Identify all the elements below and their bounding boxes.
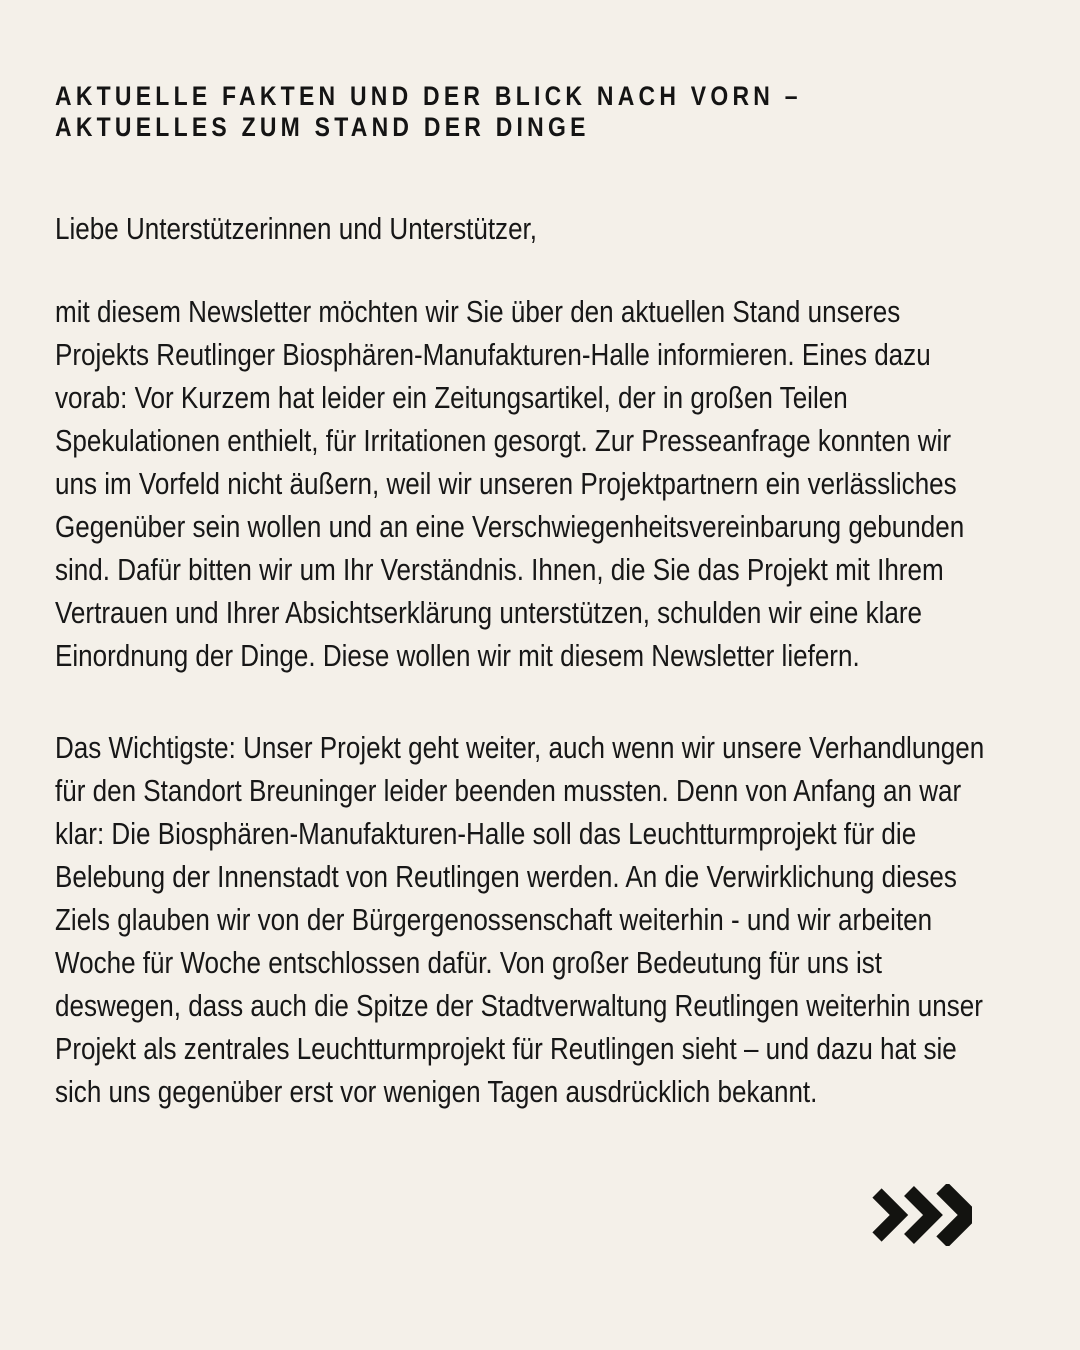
text-line: Projekt als zentrales Leuchtturmprojekt für Reutlingen sieht – und dazu hat sie: [55, 1031, 957, 1066]
body-paragraph: [55, 290, 1080, 677]
text-line: klar: Die Biosphären-Manufakturen-Halle soll das Leuchtturmprojekt für die: [55, 816, 917, 851]
text-line: mit diesem Newsletter möchten wir Sie über den aktuellen Stand unseres: [55, 294, 901, 329]
text-line: deswegen, dass auch die Spitze der Stadtverwaltung Reutlingen weiterhin unser: [55, 988, 983, 1023]
text-line: Ziels glauben wir von der Bürgergenossenschaft weiterhin - und wir arbeiten: [55, 902, 933, 937]
body-paragraph: [55, 726, 1080, 1113]
text-line: AKTUELLES ZUM STAND DER DINGE: [55, 112, 590, 142]
triple-chevron-right-glyph: [870, 1184, 972, 1246]
text-line: Das Wichtigste: Unser Projekt geht weiter, auch wenn wir unsere Verhandlungen: [55, 730, 985, 765]
text-line: Woche für Woche entschlossen dafür. Von großer Bedeutung für uns ist: [55, 945, 883, 980]
text-line: Vertrauen und Ihrer Absichtserklärung unterstützen, schulden wir eine klare: [55, 595, 923, 630]
text-line: sich uns gegenüber erst vor wenigen Tagen ausdrücklich bekannt.: [55, 1074, 818, 1109]
text-line: sind. Dafür bitten wir um Ihr Verständnis. Ihnen, die Sie das Projekt mit Ihrem: [55, 552, 944, 587]
text-line: für den Standort Breuninger leider beenden mussten. Denn von Anfang an war: [55, 773, 962, 808]
text-line: vorab: Vor Kurzem hat leider ein Zeitungsartikel, der in großen Teilen: [55, 380, 848, 415]
next-arrows-icon[interactable]: [870, 1184, 972, 1246]
text-line: Einordnung der Dinge. Diese wollen wir mit diesem Newsletter liefern.: [55, 638, 860, 673]
text-line: Projekts Reutlinger Biosphären-Manufakturen-Halle informieren. Eines dazu: [55, 337, 931, 372]
text-line: Belebung der Innenstadt von Reutlingen werden. An die Verwirklichung dieses: [55, 859, 957, 894]
salutation-text: Liebe Unterstützerinnen und Unterstützer,: [55, 211, 538, 246]
text-line: uns im Vorfeld nicht äußern, weil wir unseren Projektpartnern ein verlässliches: [55, 466, 957, 501]
text-line: Gegenüber sein wollen und an eine Verschwiegenheitsvereinbarung gebunden: [55, 509, 965, 544]
page-title: [55, 81, 1075, 143]
text-line: Spekulationen enthielt, für Irritationen gesorgt. Zur Presseanfrage konnten wir: [55, 423, 951, 458]
text-line: AKTUELLE FAKTEN UND DER BLICK NACH VORN –: [55, 81, 802, 111]
